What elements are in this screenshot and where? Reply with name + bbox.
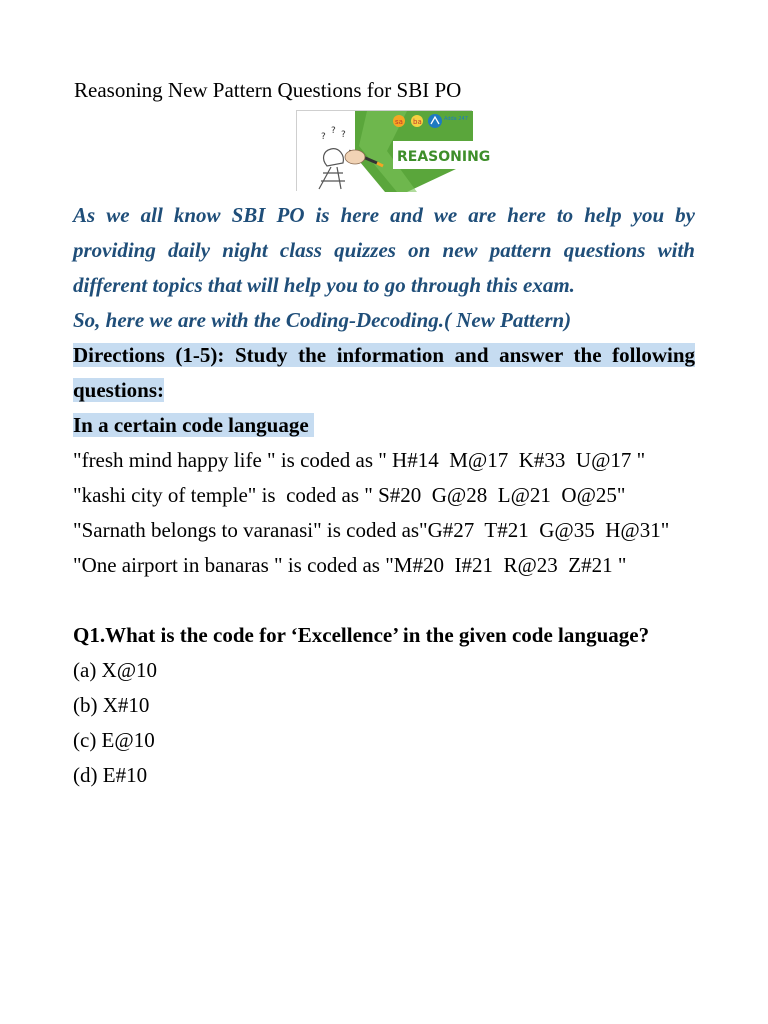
banner-reasoning-word: REASONING <box>397 149 491 165</box>
reasoning-banner-graphic <box>297 111 491 192</box>
option-d: (d) E#10 <box>73 763 148 787</box>
brand-adda-text: Adda 247 <box>444 116 468 122</box>
brand-ba-text: ba <box>413 118 422 126</box>
page-title: Reasoning New Pattern Questions for SBI PO <box>74 78 462 102</box>
blank-line <box>73 583 695 618</box>
document-body <box>73 198 695 793</box>
code-language-text: In a certain code language <box>73 413 314 437</box>
reasoning-banner-image <box>296 110 491 191</box>
brand-sa-text: sa <box>395 118 403 126</box>
code-language-heading <box>73 408 695 443</box>
svg-text:?: ? <box>321 132 326 142</box>
intro-paragraph: As we all know SBI PO is here and we are here to help you by providing daily night class quizzes on new pattern questions with different topics that will help you to go through this exam. <box>73 203 695 297</box>
coded-line-2: "kashi city of temple" is coded as " S#20 G@28 L@21 O@25" <box>73 483 626 507</box>
question-q1: Q1.What is the code for ‘Excellence’ in the given code language? <box>73 623 650 647</box>
option-a: (a) X@10 <box>73 658 158 682</box>
directions-heading <box>73 338 695 408</box>
option-b: (b) X#10 <box>73 693 150 717</box>
coded-line-1: "fresh mind happy life " is coded as " H#14 M@17 K#33 U@17 " <box>73 448 646 472</box>
intro-coding-line: So, here we are with the Coding-Decoding.( New Pattern) <box>73 308 572 332</box>
coded-line-4: "One airport in banaras " is coded as "M#20 I#21 R@23 Z#21 " <box>73 553 627 577</box>
svg-text:?: ? <box>341 130 346 140</box>
directions-text: Directions (1-5): Study the information and answer the following questions: <box>73 343 695 402</box>
option-c: (c) E@10 <box>73 728 155 752</box>
coded-line-3: "Sarnath belongs to varanasi" is coded as"G#27 T#21 G@35 H@31" <box>73 518 670 542</box>
svg-text:?: ? <box>331 126 336 136</box>
